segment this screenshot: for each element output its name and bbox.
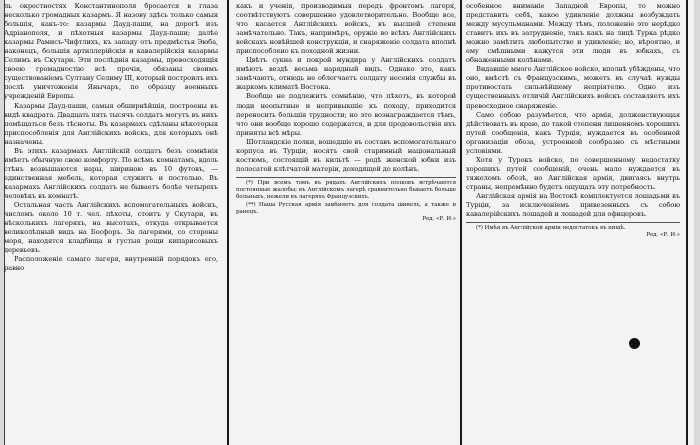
paragraph: какъ и ученія, производимыя передъ фронтомъ лагеря, соотвѣтствуютъ совершенно удовлетворительно. Вообще все, что касается Англійскихъ войскъ, въ высшей степени замѣчательно. Такъ, напримѣръ, оружіе во всѣхъ Англійскихъ войскахъ новѣйшей конструкціи, и снаряженіе солдата вполнѣ приспособлено къ походной жизни. (236, 2, 456, 56)
paragraph: Вообще не подлежитъ сомнѣнію, что пѣхотъ, въ которой люди неопытные и непривыкшіе къ походу, приходится переносить большія трудности; но это вознаграждается тѣмъ, что они вообще хорошо содержатся, и для продовольствія ихъ приняты всѣ мѣры. (236, 92, 456, 137)
text-column-left (4, 2, 218, 443)
paragraph: ль окрестностях Константинополя бросается в глаза несколько громадных казармъ. Я назову здѣсь только самыя большія, какъ-то: казармы Дауд-паши, на дорогѣ изъ Адріанополя, и пѣхотныя казармы Дауд-паши; далѣе казармы Рамисъ-Чифтлихъ, къ западу отъ предмѣстья Эюба, наконецъ, большія артиллерійскія и кавалерійскія казармы Селимъ въ Скутари. Эти послѣднія казармы, превосходящія своею громадностію всѣ прочія, обязаны своимъ существованіемъ Султану Селиму III, который построилъ ихъ послѣ уничтоженія Янычаръ, по образцу военныхъ учрежденій Европы. (4, 2, 218, 101)
paragraph: Шотландскіе полки, вошедшіе въ составъ вспомогательнаго корпуса въ Турціи, носятъ свой старинный національный костюмъ, состоящій въ кильтѣ — родѣ женской юбки изъ полосатой клѣтчатой матеріи, доходящей до колѣнъ. (236, 137, 456, 173)
editor-signature: Ред. «Р. И.» (646, 232, 680, 239)
ink-blot (629, 338, 640, 349)
paragraph: Англійская армія на Востокѣ комплектуется лошадьми въ Турціи, за исключеніемъ привезенныхъ съ собою кавалерійскихъ лошадей и лошадей для офицеровъ. (466, 191, 680, 219)
column-divider (460, 0, 462, 445)
column-divider (227, 0, 229, 445)
paragraph: Въ этихъ казармахъ Англійскій солдатъ безъ сомнѣнія имѣетъ обычную свою комфорту. По всѣмъ комнатамъ, вдоль стѣнъ возвышаются нары, шириною въ 10 футовъ, — единственная мебель, которая служитъ и постелью. Въ казармахъ Англійскихъ солдатъ не бываетъ болѣе четырехъ человѣкъ въ комнатѣ. (4, 146, 218, 200)
editor-signature: Ред. «Р. И.» (422, 216, 456, 223)
paragraph: Казармы Дауд-паши, самыя обширнѣйшія, построены въ видѣ квадрата. Двадцать пять тысячъ солдатъ могутъ въ нихъ помѣщаться безъ тѣсноты. Въ казармахъ сдѣланы нѣкоторыя приспособленія для Англійскихъ войскъ, для которыхъ онѣ назначены. (4, 101, 218, 146)
paragraph: Видавшіе много Англійское войско, вполнѣ убѣждены, что оно, вмѣстѣ съ Французскимъ, можетъ въ случаѣ нужды противостать сильнѣйшему непріятелю. Одно изъ существенныхъ отличій Англійскихъ войскъ составляетъ ихъ превосходное снаряженіе. (466, 65, 680, 110)
footnote: (*) При всемъ томъ въ рядахъ Англійскихъ полковъ встрѣчаются постоянные жалобы; въ Англійскомъ лагерѣ сравнительно бываетъ больше больныхъ, нежели въ лагеряхъ Французскихъ. (236, 179, 456, 201)
newspaper-page (4, 0, 694, 445)
text-column-right (466, 2, 680, 443)
paragraph: Остальная часть Англійскихъ вспомогательныхъ войскъ, числомъ около 10 т. чел. пѣхоты, стоитъ у Скутари, въ нѣсколькихъ лагеряхъ, на высотахъ, откуда открывается великолѣпный видъ на Босфоръ. За лагерями, со стороны моря, находятся кладбища и густыя рощи кипарисовыхъ деревьевъ. (4, 201, 218, 255)
paragraph: Цвѣтъ сукна и покрой мундира у Англійскихъ солдатъ имѣютъ вездѣ весьма нарядный видъ. Однако это, какъ замѣчаютъ, отнюдь не облегчаетъ солдату несенія службы въ жаркомъ климатѣ Востока. (236, 56, 456, 92)
paragraph: Хотя у Турокъ войско, по совершенному недостатку хорошихъ путей сообщеній, очень мало нуждается въ тяжеломъ обозѣ, но Англійская армія, двигаясь внутрь страны, непремѣнно будетъ ощущать эту потребность. (466, 155, 680, 191)
footnotes (466, 222, 680, 240)
footnotes (236, 177, 456, 224)
paragraph: особенное вниманіе Западной Европы, то можно представить себѣ, какое удивленіе должны возбуждать между мусульманами. Между тѣмъ, положеніе это нерѣдко ставитъ ихъ въ затрудненіе, такъ какъ на лицѣ Турка рѣдко можно замѣтить любопытство и удивленіе; но, вѣроятно, и ему смѣшными кажутся эти люди въ юбкахъ, съ обнаженными колѣнами. (466, 2, 680, 65)
text-column-middle (236, 2, 456, 443)
paragraph: Само собою разумѣется, что армія, долженствующая дѣйствовать въ краю, до такой степени лишенномъ хорошихъ путей сообщенія, какъ Турція, нуждается въ особенной организаціи обоза, устроенной сообразно съ мѣстными условіями. (466, 110, 680, 155)
footnote: (**) Наша Русская армія замѣняетъ для солдата шинель, а также и ранецъ. (236, 201, 456, 216)
column-divider (686, 0, 688, 445)
footnote: (*) Имѣя въ Англійской арміи недостатокъ въ пищѣ. (476, 225, 626, 232)
paragraph: Расположеніе самаго лагеря, внутренній порядокъ его, равно (4, 255, 218, 273)
